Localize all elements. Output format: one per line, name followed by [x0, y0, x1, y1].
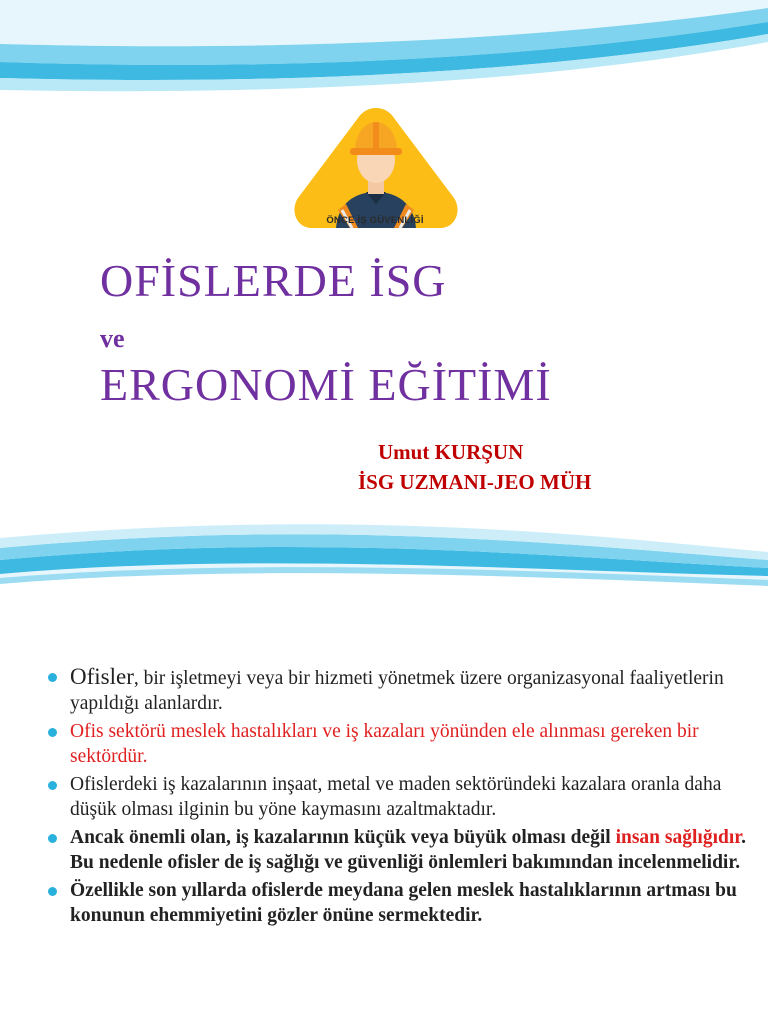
bullet-icon	[48, 728, 57, 737]
title-connector: ve	[100, 324, 125, 353]
title-line-2: ERGONOMİ EĞİTİMİ	[100, 359, 552, 410]
bullet-icon	[48, 887, 57, 896]
bullet-highlight: insan sağlığıdır	[615, 827, 742, 848]
bullet-text: Özellikle son yıllarda ofislerde meydana gelen meslek hastalıklarının artması bu konunun ehemmiyetini gözler önüne sermektedir.	[70, 880, 737, 926]
bullet-text: , bir işletmeyi veya bir hizmeti yönetmek üzere organizasyonal faaliyetlerin yapıldığı alanlardır.	[70, 668, 724, 714]
title-line-1: OFİSLERDE İSG	[100, 255, 447, 306]
list-item	[48, 773, 748, 822]
bullet-icon	[48, 781, 57, 790]
bullet-text-after: . Bu nedenle ofisler de iş sağlığı ve güvenliği önlemleri bakımından incelenmelidir.	[70, 827, 746, 873]
bullet-list	[48, 665, 748, 932]
list-item	[48, 826, 748, 875]
list-item	[48, 879, 748, 928]
bullet-text: Ofislerdeki iş kazalarının inşaat, metal ve maden sektöründeki kazalara oranla daha düşük olması ilginin bu yöne kaymasını azaltmaktadır.	[70, 774, 722, 820]
bullet-text: Ofis sektörü meslek hastalıkları ve iş kazaları yönünden ele alınması gereken bir sektördür.	[70, 721, 699, 767]
author-name: Umut KURŞUN	[378, 440, 524, 464]
wave-decoration	[0, 0, 768, 110]
wave-decoration	[0, 512, 768, 622]
logo-caption: ÖNCE İŞ GÜVENLİĞİ	[326, 215, 424, 226]
bullet-icon	[48, 834, 57, 843]
list-item	[48, 665, 748, 716]
list-item	[48, 720, 748, 769]
bullet-lead: Ofisler	[70, 664, 134, 689]
author-title: İSG UZMANI-JEO MÜH	[358, 470, 592, 494]
content-slide	[0, 512, 768, 1024]
bullet-text-before: Ancak önemli olan, iş kazalarının küçük veya büyük olması değil	[70, 827, 616, 848]
bullet-icon	[48, 673, 57, 682]
